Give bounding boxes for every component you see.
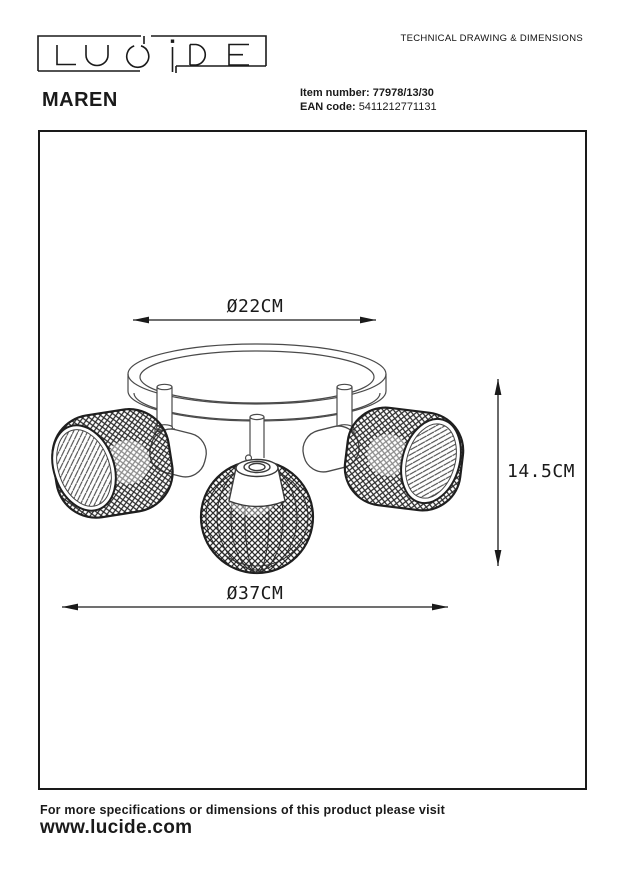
item-number-label: Item number: xyxy=(300,87,370,99)
logo-letter-u xyxy=(86,45,108,66)
product-meta xyxy=(300,86,437,114)
left-spot-arm xyxy=(146,425,211,481)
left-bulb-glow xyxy=(106,440,150,484)
dimension-height xyxy=(495,379,502,566)
drawing-frame xyxy=(39,131,586,789)
item-number-value: 77978/13/30 xyxy=(372,87,434,99)
logo-letter-e xyxy=(229,45,249,66)
ean-code-value: 5411212771131 xyxy=(358,101,437,113)
dimension-bottom-diameter xyxy=(62,604,448,611)
logo-letter-l xyxy=(57,45,76,65)
lucide-logo xyxy=(38,36,266,73)
right-stem xyxy=(335,384,354,436)
logo-letter-d xyxy=(190,45,205,66)
dimension-label-bottom-diameter: Ø37CM xyxy=(226,583,284,604)
product-name: MAREN xyxy=(42,89,118,111)
page-title: TECHNICAL DRAWING & DIMENSIONS xyxy=(400,33,583,44)
ean-code-row xyxy=(300,100,437,114)
dimension-top-diameter xyxy=(133,317,376,324)
ean-code-label: EAN code: xyxy=(300,101,356,113)
center-stem xyxy=(246,414,265,461)
center-mesh-shade xyxy=(201,461,313,573)
logo-letter-c xyxy=(127,46,149,68)
right-spot-arm xyxy=(299,422,363,476)
center-socket xyxy=(229,460,285,507)
right-bulb-glow xyxy=(367,434,409,476)
left-stem xyxy=(155,384,174,436)
left-mesh-shade xyxy=(41,403,178,523)
dimension-label-top-diameter: Ø22CM xyxy=(226,296,284,317)
center-bulb-glow xyxy=(227,478,277,516)
ceiling-plate xyxy=(128,344,386,421)
footer-note: For more specifications or dimensions of this product please visit xyxy=(40,803,445,817)
item-number-row xyxy=(300,86,437,100)
right-mesh-shade xyxy=(340,403,470,514)
logo-letter-i-dot xyxy=(171,40,174,43)
website-link[interactable]: www.lucide.com xyxy=(40,817,193,838)
dimension-label-height: 14.5CM xyxy=(507,461,576,482)
logo-frame xyxy=(38,36,266,73)
lamp-drawing xyxy=(41,296,575,610)
